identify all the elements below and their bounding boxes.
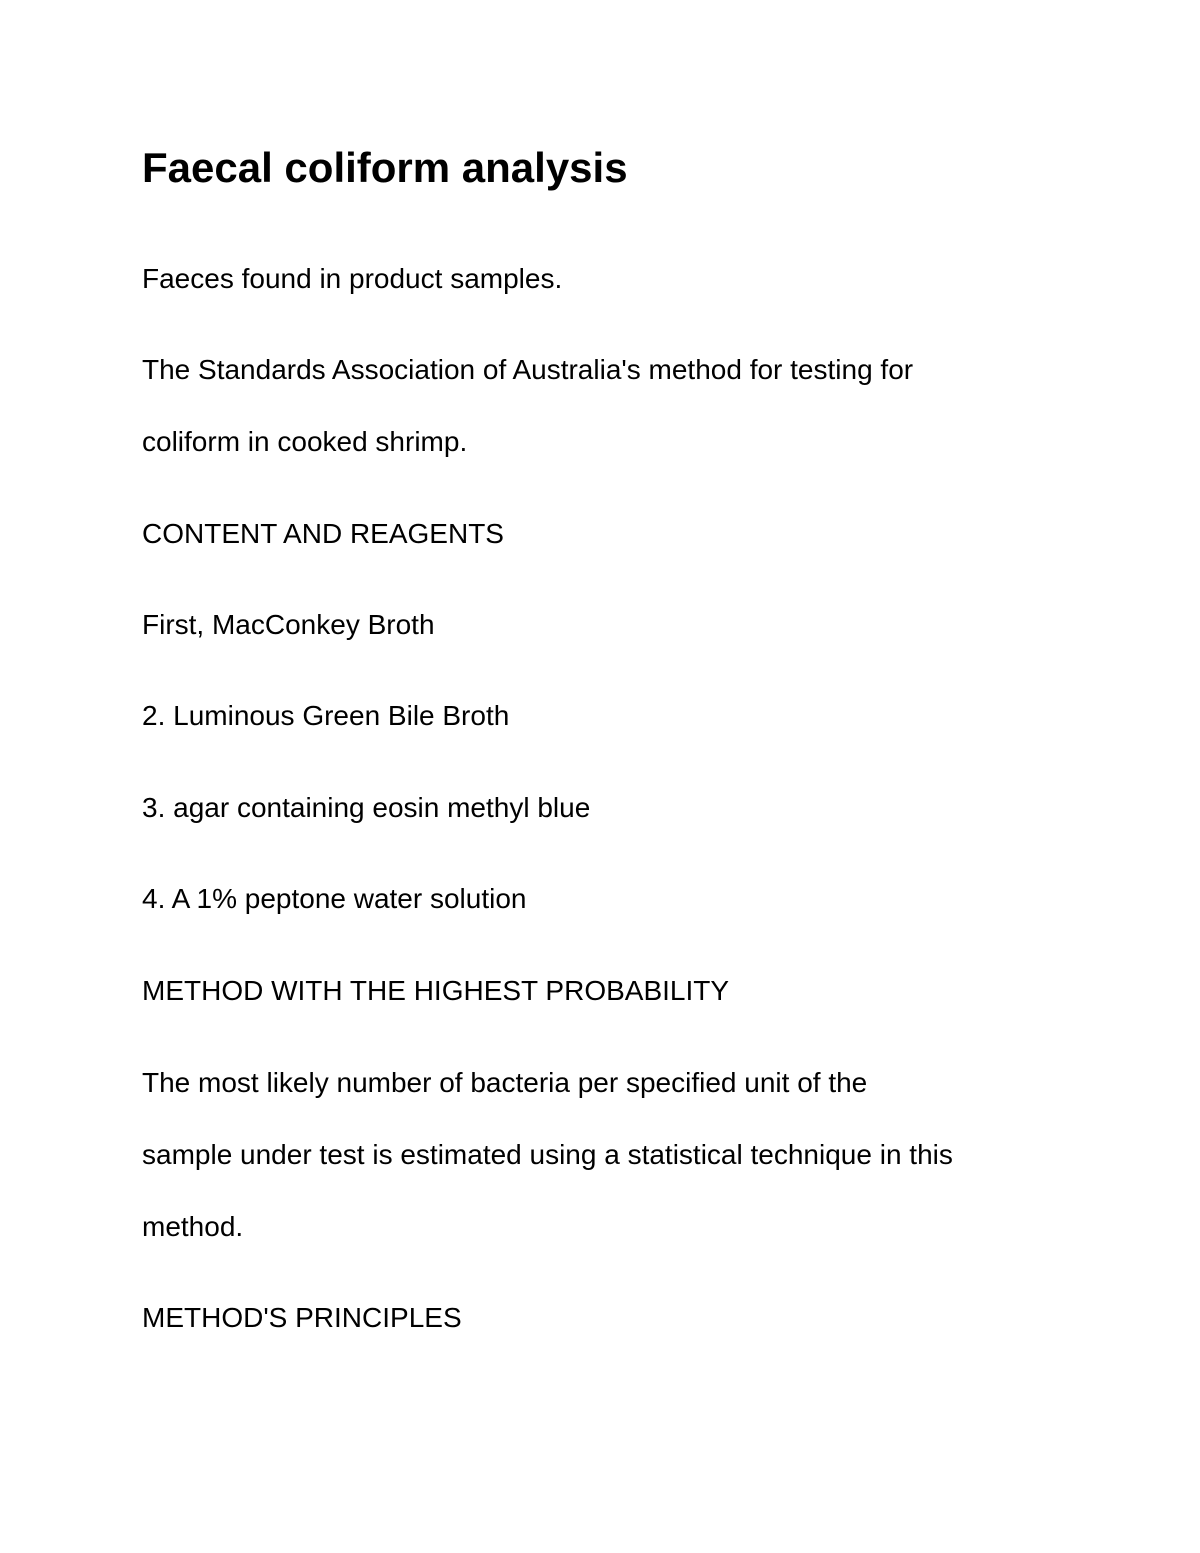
method-line-2: sample under test is estimated using a statistical technique in this	[142, 1139, 953, 1170]
section-heading-content-reagents: CONTENT AND REAGENTS	[142, 518, 504, 549]
standards-line-2: coliform in cooked shrimp.	[142, 426, 468, 457]
method-line-3: method.	[142, 1211, 244, 1242]
reagent-item-2: 2. Luminous Green Bile Broth	[142, 700, 510, 731]
method-line-1: The most likely number of bacteria per specified unit of the	[142, 1067, 868, 1098]
reagent-item-4: 4. A 1% peptone water solution	[142, 883, 527, 914]
document-title: Faecal coliform analysis	[142, 144, 628, 191]
section-heading-method: METHOD WITH THE HIGHEST PROBABILITY	[142, 975, 730, 1006]
reagent-item-1: First, MacConkey Broth	[142, 609, 435, 640]
reagent-item-3: 3. agar containing eosin methyl blue	[142, 792, 591, 823]
standards-line-1: The Standards Association of Australia's method for testing for	[142, 354, 914, 385]
intro-line: Faeces found in product samples.	[142, 263, 563, 294]
section-heading-principles: METHOD'S PRINCIPLES	[142, 1302, 462, 1333]
